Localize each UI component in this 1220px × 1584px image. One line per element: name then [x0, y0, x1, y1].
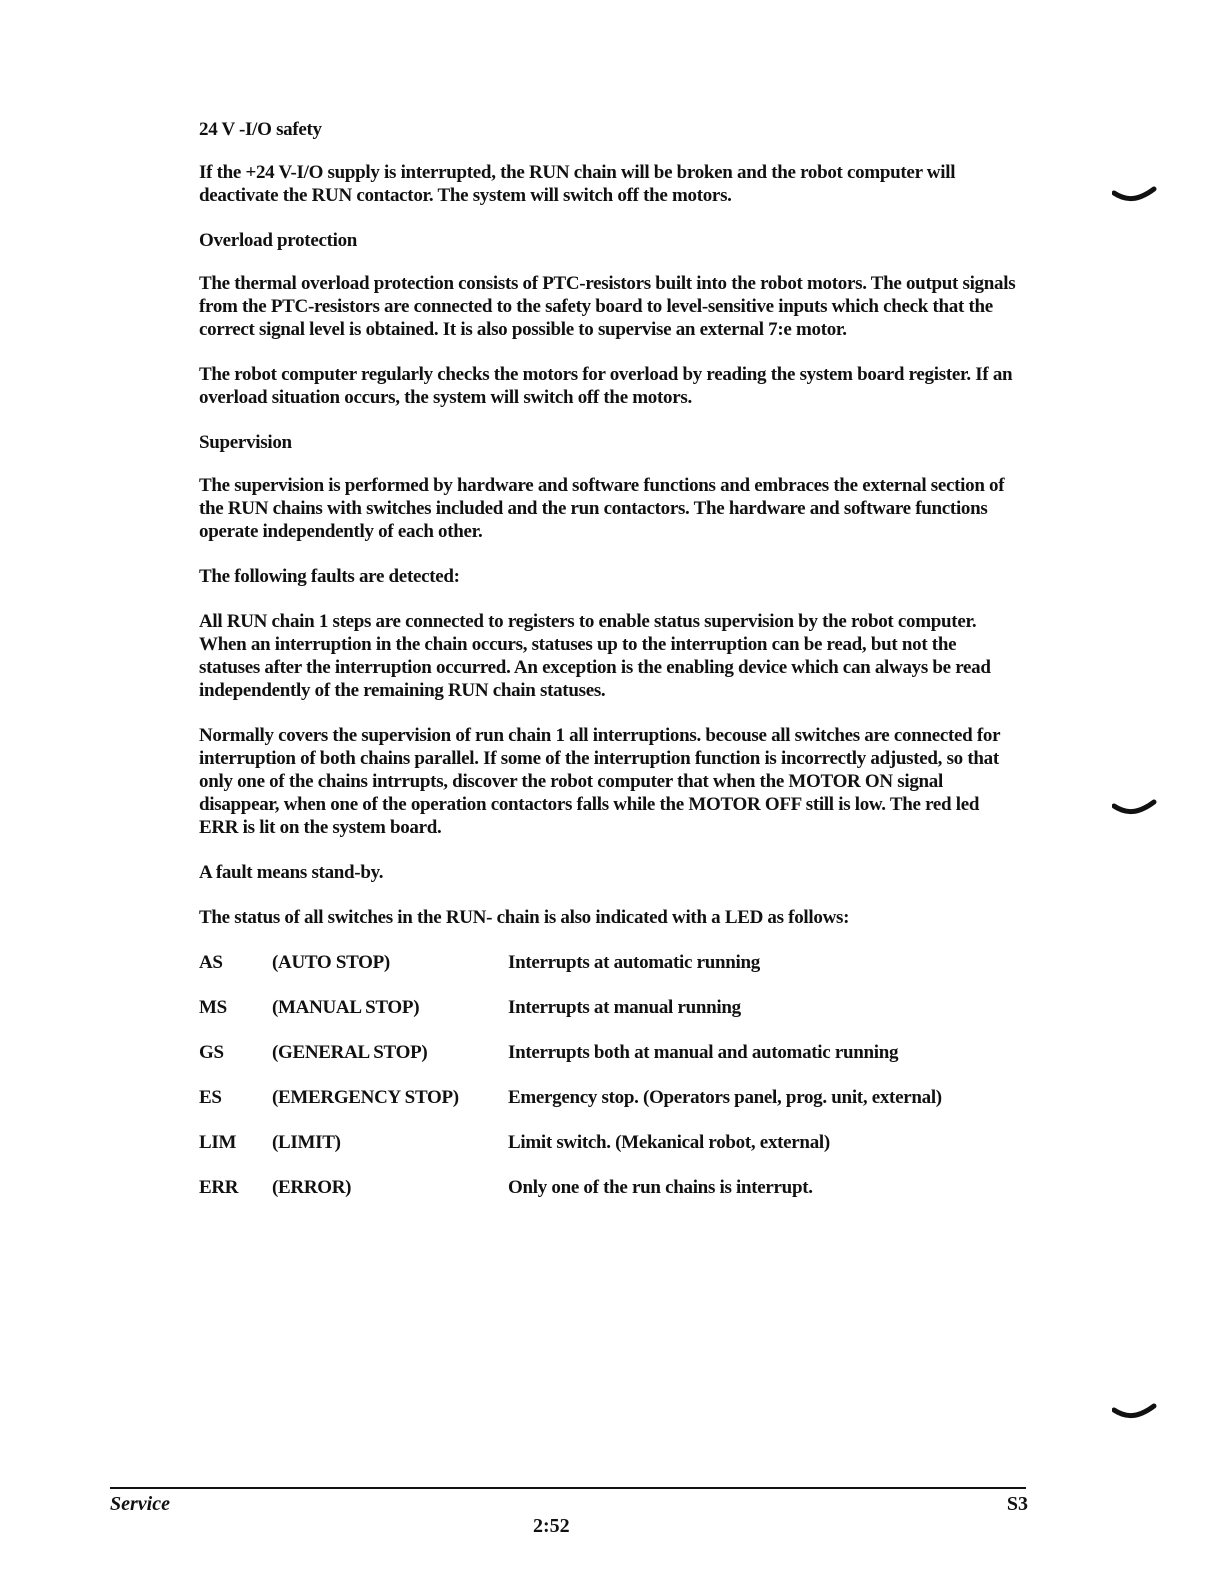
paragraph-supervision-3: All RUN chain 1 steps are connected to registers to enable status supervision by the robot computer. When an interruption in the chain occurs, statuses up to the interruption can be read, but not the statuses after the interruption occurred. An exception is the enabling device which can always be read independently of the remaining RUN chain statuses.	[199, 611, 991, 701]
paragraph-supervision-1: The supervision is performed by hardware and software functions and embraces the external section of the RUN chains with switches included and the run contactors. The hardware and software functions operate independently of each other.	[199, 475, 1005, 542]
status-code: AS	[199, 952, 223, 973]
footer-document-code: S3	[1006, 1493, 1028, 1515]
status-led-table	[199, 951, 1019, 1221]
paragraph-io-safety: If the +24 V-I/O supply is interrupted, the RUN chain will be broken and the robot computer will deactivate the RUN contactor. The system will switch off the motors.	[199, 162, 956, 206]
page-number: 2:52	[533, 1515, 570, 1537]
status-name: (AUTO STOP)	[272, 952, 390, 973]
revision-check-mark-icon	[1112, 798, 1158, 820]
table-row	[199, 1176, 1019, 1221]
paragraph-supervision-5: A fault means stand-by.	[199, 862, 384, 883]
status-description: Interrupts both at manual and automatic running	[508, 1042, 899, 1063]
status-code: ES	[199, 1087, 222, 1108]
heading-supervision: Supervision	[199, 432, 292, 453]
paragraph-overload-1: The thermal overload protection consists of PTC-resistors built into the robot motors. The output signals from the PTC-resistors are connected to the safety board to level-sensitive inputs which check that the correct signal level is obtained. It is also possible to supervise an external 7:e motor.	[199, 273, 1016, 340]
status-name: (LIMIT)	[272, 1132, 341, 1153]
status-description: Interrupts at manual running	[508, 997, 741, 1018]
table-row	[199, 1041, 1019, 1086]
status-name: (GENERAL STOP)	[272, 1042, 428, 1063]
status-code: GS	[199, 1042, 224, 1063]
paragraph-supervision-2: The following faults are detected:	[199, 566, 460, 587]
status-description: Emergency stop. (Operators panel, prog. unit, external)	[508, 1087, 942, 1108]
status-name: (EMERGENCY STOP)	[272, 1087, 459, 1108]
table-row	[199, 951, 1019, 996]
page-body	[199, 118, 1019, 1221]
paragraph-supervision-6: The status of all switches in the RUN- chain is also indicated with a LED as follows:	[199, 907, 850, 928]
status-code: MS	[199, 997, 227, 1018]
status-description: Limit switch. (Mekanical robot, external)	[508, 1132, 830, 1153]
paragraph-supervision-4: Normally covers the supervision of run chain 1 all interruptions. becouse all switches are connected for interruption of both chains parallel. If some of the interruption function is incorrectly adjusted, so that only one of the chains intrrupts, discover the robot computer that when the MOTOR ON signal disappear, when one of the operation contactors falls while the MOTOR OFF still is low. The red led ERR is lit on the system board.	[199, 725, 1000, 838]
status-name: (MANUAL STOP)	[272, 997, 420, 1018]
paragraph-overload-2: The robot computer regularly checks the motors for overload by reading the system board register. If an overload situation occurs, the system will switch off the motors.	[199, 364, 1013, 408]
revision-check-mark-icon	[1112, 1402, 1158, 1424]
heading-overload-protection: Overload protection	[199, 230, 358, 251]
footer-section-label: Service	[110, 1493, 170, 1515]
status-description: Interrupts at automatic running	[508, 952, 760, 973]
status-code: LIM	[199, 1132, 237, 1153]
revision-check-mark-icon	[1112, 185, 1158, 207]
status-description: Only one of the run chains is interrupt.	[508, 1177, 813, 1198]
status-name: (ERROR)	[272, 1177, 352, 1198]
footer-divider	[110, 1487, 1026, 1489]
table-row	[199, 1086, 1019, 1131]
status-code: ERR	[199, 1177, 239, 1198]
table-row	[199, 996, 1019, 1041]
heading-io-safety: 24 V -I/O safety	[199, 119, 322, 140]
table-row	[199, 1131, 1019, 1176]
